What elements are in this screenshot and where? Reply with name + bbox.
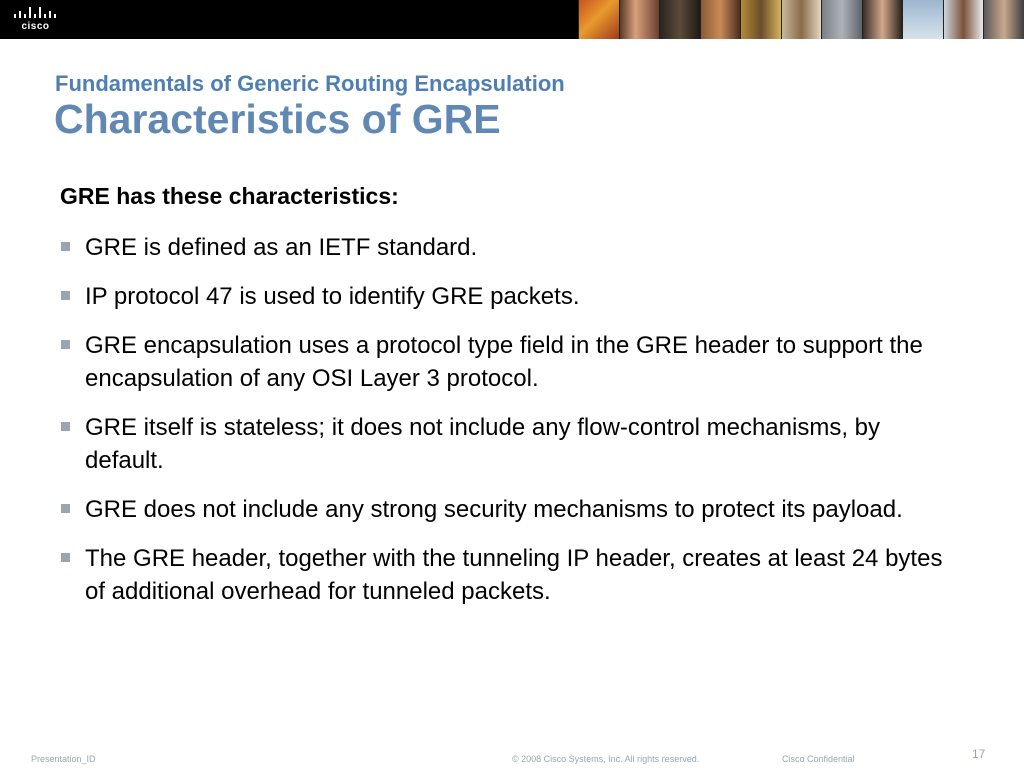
bullet-text: The GRE header, together with the tunneling IP header, creates at least 24 bytes of additional overhead for tunneled packets. — [85, 545, 943, 605]
lead-text: GRE has these characteristics: — [60, 183, 399, 209]
bullet-item — [60, 280, 960, 313]
bullet-text: IP protocol 47 is used to identify GRE packets. — [85, 283, 580, 310]
bullet-text: GRE does not include any strong security mechanisms to protect its payload. — [85, 496, 903, 523]
photo-autumn — [578, 0, 619, 39]
square-bullet-icon — [61, 340, 70, 349]
bullet-item — [60, 411, 960, 477]
photo-man-dark — [659, 0, 700, 39]
square-bullet-icon — [61, 291, 70, 300]
page-number: 17 — [972, 747, 986, 761]
footer-copyright: © 2008 Cisco Systems, Inc. All rights reserved. — [512, 754, 700, 764]
slide-subtitle: Fundamentals of Generic Routing Encapsulation — [55, 71, 565, 96]
square-bullet-icon — [61, 553, 70, 562]
bullet-item — [60, 493, 960, 526]
photo-woman-portrait — [862, 0, 903, 39]
bullet-item — [60, 231, 960, 264]
footer-presentation-id: Presentation_ID — [31, 754, 96, 764]
photo-gray-city — [821, 0, 862, 39]
header-banner — [0, 0, 1024, 39]
bullet-text: GRE itself is stateless; it does not include any flow-control mechanisms, by default. — [85, 414, 880, 474]
slide-title: Characteristics of GRE — [54, 96, 501, 142]
photo-woman-laughing — [700, 0, 741, 39]
photo-man-cap — [983, 0, 1024, 39]
photo-woman-smiling — [619, 0, 660, 39]
photo-sky — [902, 0, 943, 39]
header-photo-strip — [578, 0, 1024, 39]
bullet-text: GRE is defined as an IETF standard. — [85, 234, 478, 261]
bullet-item — [60, 329, 960, 395]
photo-hat-vendor — [740, 0, 781, 39]
photo-man-white-shirt — [943, 0, 984, 39]
bullet-list — [60, 231, 960, 624]
bullet-item — [60, 542, 960, 608]
cisco-wordmark: cisco — [21, 21, 50, 32]
square-bullet-icon — [61, 422, 70, 431]
footer-confidential: Cisco Confidential — [782, 754, 855, 764]
square-bullet-icon — [61, 504, 70, 513]
cisco-logo — [13, 6, 63, 34]
photo-woman-scarf — [781, 0, 822, 39]
square-bullet-icon — [61, 242, 70, 251]
bullet-text: GRE encapsulation uses a protocol type field in the GRE header to support the encapsulation of any OSI Layer 3 protocol. — [85, 332, 923, 392]
cisco-bridge-icon — [13, 6, 58, 20]
